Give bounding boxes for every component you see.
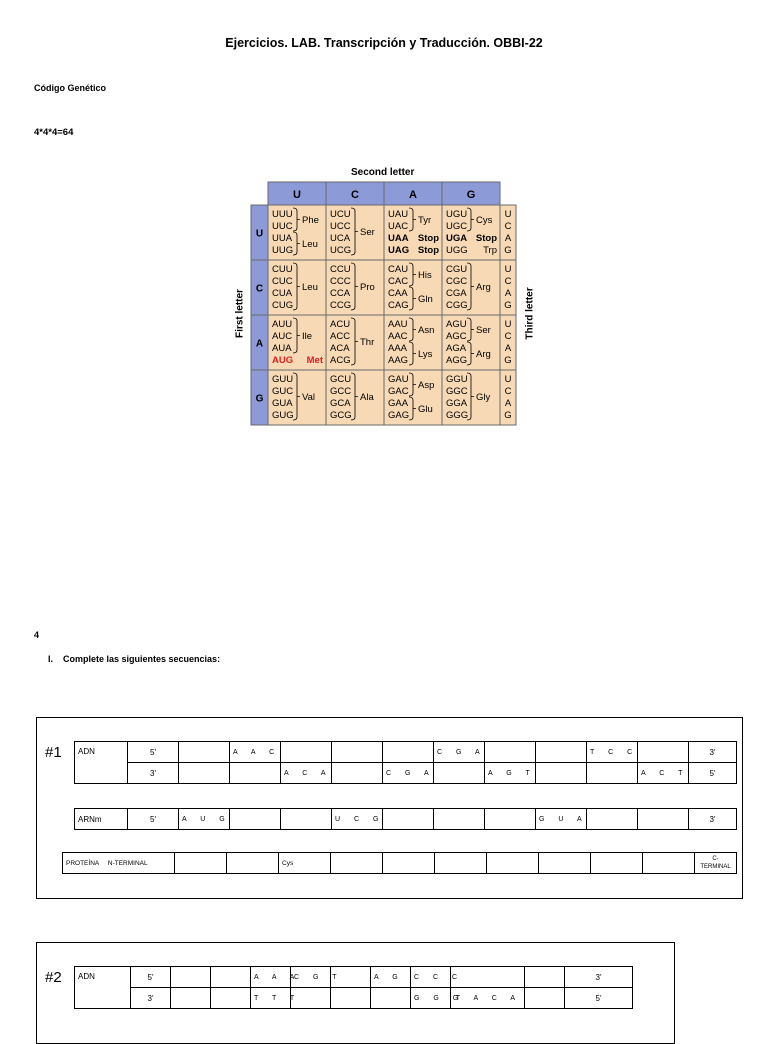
first-letter-text: C (255, 283, 264, 295)
first-letter-text: U (255, 228, 264, 240)
codon-text: CCU (330, 264, 351, 275)
second-letter-header-text: C (351, 189, 359, 201)
amino-acid-label: Leu (302, 239, 318, 250)
codon-text: CUG (272, 300, 294, 311)
codon-text: AUU (272, 319, 293, 330)
codon-text: ACC (330, 331, 351, 342)
codon-text: GCA (330, 398, 351, 409)
codon-text: UUC (272, 221, 293, 232)
amino-acid-label: Glu (418, 404, 433, 415)
codon-text: UAU (388, 209, 409, 220)
codon-text: ACG (330, 355, 351, 366)
codon-text: UGC (446, 221, 468, 232)
ex1-mrna-label: ARNm (75, 809, 128, 830)
codon-text: UCA (330, 233, 351, 244)
exercise-instruction: I. Complete las siguientes secuencias: (48, 654, 221, 664)
amino-acid-label: Stop (417, 245, 439, 256)
codon-text: GGA (446, 398, 468, 409)
seq-input-cell[interactable] (230, 763, 281, 784)
codon-text: AUG (272, 355, 294, 366)
seq-cell: 5' (128, 742, 179, 763)
codon-text: AGU (446, 319, 467, 330)
seq-input-cell[interactable] (485, 742, 536, 763)
codon-text: UGU (446, 209, 468, 220)
codon-text: AGG (446, 355, 468, 366)
seq-input-cell[interactable] (587, 809, 638, 830)
amino-acid-label: Ala (360, 392, 374, 403)
seq-input-cell[interactable]: G U A (536, 809, 587, 830)
first-letter-label: First letter (234, 289, 246, 338)
codon-text: ACU (330, 319, 351, 330)
amino-acid-label: Thr (360, 337, 375, 348)
seq-input-cell[interactable] (332, 742, 383, 763)
first-letter-text: G (255, 393, 264, 405)
third-letter-text: C (504, 276, 512, 287)
codon-text: CCA (330, 288, 351, 299)
seq-input-cell[interactable]: A G (371, 967, 411, 988)
codon-text: GUA (272, 398, 293, 409)
seq-input-cell[interactable]: A A A (251, 967, 291, 988)
seq-input-cell[interactable] (230, 809, 281, 830)
seq-input-cell[interactable] (587, 763, 638, 784)
exercise-1-frame (36, 717, 743, 899)
codon-text: CGG (446, 300, 468, 311)
codon-text: CGA (446, 288, 467, 299)
third-letter-text: A (504, 343, 512, 354)
codon-text: UAG (388, 245, 410, 256)
codon-text: UAC (388, 221, 409, 232)
aa-input-cell[interactable] (539, 853, 591, 874)
seq-input-cell[interactable] (179, 763, 230, 784)
aa-input-cell[interactable]: Cys (279, 853, 331, 874)
amino-acid-label: Asp (418, 380, 435, 391)
genetic-code-table (248, 165, 538, 430)
codon-text: CUA (272, 288, 293, 299)
exercise-1-label: #1 (45, 744, 62, 761)
ex1-protein-label: PROTEÍNA N-TERMINAL (63, 853, 175, 874)
codon-text: CGC (446, 276, 468, 287)
genetic-code-heading: Código Genético (34, 83, 106, 93)
third-letter-text: A (504, 233, 512, 244)
seq-input-cell[interactable] (211, 967, 251, 988)
seq-input-cell[interactable]: T T T (251, 988, 291, 1009)
codon-text: GAU (388, 374, 409, 385)
ex2-dna-top-row (75, 967, 633, 988)
seq-input-cell[interactable]: T A C A (451, 988, 525, 1009)
seq-input-cell[interactable] (179, 742, 230, 763)
amino-acid-label: Gly (476, 392, 491, 403)
ex1-dna-table (74, 741, 737, 784)
third-letter-text: A (504, 288, 512, 299)
seq-input-cell[interactable]: A U G (179, 809, 230, 830)
codon-text: GAA (388, 398, 409, 409)
amino-acid-label: Lys (418, 349, 433, 360)
third-letter-text: U (504, 264, 512, 275)
seq-input-cell[interactable] (638, 742, 689, 763)
seq-input-cell[interactable] (525, 988, 565, 1009)
codon-text: UCU (330, 209, 351, 220)
amino-acid-label: Met (306, 355, 323, 366)
seq-input-cell[interactable] (536, 742, 587, 763)
seq-cell: 3' (128, 763, 179, 784)
seq-cell: 5' (131, 967, 171, 988)
first-letter-text: A (255, 338, 264, 350)
seq-input-cell[interactable] (281, 809, 332, 830)
codon-text: AAA (388, 343, 408, 354)
seq-input-cell[interactable] (371, 988, 411, 1009)
seq-input-cell[interactable] (536, 763, 587, 784)
amino-acid-label: Ile (302, 331, 313, 342)
third-letter-text: G (504, 300, 512, 311)
ex2-dna-label: ADN (75, 967, 131, 1009)
ex1-dna-label: ADN (75, 742, 128, 784)
seq-input-cell[interactable]: T C C (587, 742, 638, 763)
third-letter-text: A (504, 398, 512, 409)
seq-input-cell[interactable]: A C T (638, 763, 689, 784)
codon-text: GUG (272, 410, 294, 421)
codon-count-formula: 4*4*4=64 (34, 127, 74, 138)
section-number: 4 (34, 630, 40, 640)
seq-input-cell[interactable] (434, 763, 485, 784)
aa-input-cell[interactable] (487, 853, 539, 874)
codon-text: CUU (272, 264, 293, 275)
seq-input-cell[interactable] (211, 988, 251, 1009)
ex1-dna-bottom-row (75, 763, 737, 784)
amino-acid-label: His (418, 270, 432, 281)
seq-input-cell[interactable]: G G G (411, 988, 451, 1009)
second-letter-label: Second letter (351, 167, 415, 178)
codon-text: UUU (272, 209, 293, 220)
codon-text: UCC (330, 221, 351, 232)
codon-text: GUU (272, 374, 294, 385)
codon-text: AAG (388, 355, 409, 366)
seq-input-cell[interactable]: C G T (291, 967, 331, 988)
codon-text: GAG (388, 410, 410, 421)
seq-cell: 3' (565, 967, 633, 988)
amino-acid-label: Val (302, 392, 316, 403)
seq-input-cell[interactable] (485, 809, 536, 830)
codon-text: AUC (272, 331, 293, 342)
amino-acid-label: Asn (418, 325, 435, 336)
third-letter-text: U (504, 319, 512, 330)
seq-cell: 5' (565, 988, 633, 1009)
amino-acid-label: Tyr (418, 215, 432, 226)
amino-acid-label: Phe (302, 215, 319, 226)
seq-cell: 5' (128, 809, 179, 830)
amino-acid-label: Cys (476, 215, 493, 226)
seq-input-cell[interactable] (332, 763, 383, 784)
amino-acid-label: Ser (360, 227, 375, 238)
aa-input-cell[interactable] (591, 853, 643, 874)
codon-text: AUA (272, 343, 292, 354)
seq-input-cell[interactable] (171, 967, 211, 988)
seq-input-cell[interactable]: A A C (230, 742, 281, 763)
seq-cell: 5' (689, 763, 737, 784)
seq-input-cell[interactable]: U C G (332, 809, 383, 830)
ex1-protein-row (63, 853, 737, 874)
ex1-protein-table (62, 852, 737, 874)
ex1-mrna-row (75, 809, 737, 830)
amino-acid-label: Pro (360, 282, 375, 293)
amino-acid-label: Leu (302, 282, 318, 293)
codon-text: AGA (446, 343, 467, 354)
seq-cell: 3' (689, 742, 737, 763)
page-title: Ejercicios. LAB. Transcripción y Traducción. OBBI-22 (225, 36, 543, 50)
codon-text: UAA (388, 233, 409, 244)
codon-text: UCG (330, 245, 352, 256)
codon-text: GAC (388, 386, 409, 397)
codon-text: AAC (388, 331, 408, 342)
aa-input-cell[interactable] (383, 853, 435, 874)
codon-text: AAU (388, 319, 408, 330)
codon-text: GUC (272, 386, 294, 397)
seq-input-cell[interactable] (525, 967, 565, 988)
third-letter-text: C (504, 221, 512, 232)
codon-text: CAG (388, 300, 409, 311)
third-letter-text: G (504, 245, 512, 256)
codon-text: CAA (388, 288, 408, 299)
amino-acid-label: Arg (476, 282, 491, 293)
c-terminal-cell: C-TERMINAL (695, 853, 737, 874)
seq-input-cell[interactable] (638, 809, 689, 830)
amino-acid-label: Stop (417, 233, 439, 244)
seq-input-cell[interactable]: C C C (411, 967, 451, 988)
ex1-dna-top-row (75, 742, 737, 763)
second-letter-header-text: A (409, 189, 417, 201)
aa-input-cell[interactable] (175, 853, 227, 874)
aa-input-cell[interactable] (643, 853, 695, 874)
codon-text: CAU (388, 264, 409, 275)
third-letter-text: G (504, 355, 512, 366)
second-letter-header-text: U (293, 189, 301, 201)
amino-acid-label: Arg (476, 349, 491, 360)
codon-text: ACA (330, 343, 350, 354)
aa-input-cell[interactable] (227, 853, 279, 874)
seq-cell: 3' (689, 809, 737, 830)
exercise-2-label: #2 (45, 969, 62, 986)
aa-input-cell[interactable] (435, 853, 487, 874)
exercise-2-frame (36, 942, 675, 1044)
seq-cell: 3' (131, 988, 171, 1009)
seq-input-cell[interactable] (281, 742, 332, 763)
third-letter-text: U (504, 209, 512, 220)
seq-input-cell[interactable] (434, 809, 485, 830)
codon-text: CAC (388, 276, 409, 287)
amino-acid-label: Gln (418, 294, 433, 305)
codon-text: UGG (446, 245, 468, 256)
second-letter-header-text: G (466, 189, 476, 201)
aa-input-cell[interactable] (331, 853, 383, 874)
third-letter-text: C (504, 331, 512, 342)
codon-text: GGU (446, 374, 468, 385)
seq-input-cell[interactable] (171, 988, 211, 1009)
seq-input-cell[interactable] (383, 809, 434, 830)
third-letter-text: G (504, 410, 512, 421)
codon-text: CUC (272, 276, 293, 287)
codon-text: GGC (446, 386, 468, 397)
codon-text: CCG (330, 300, 352, 311)
codon-text: CCC (330, 276, 351, 287)
codon-text: GCU (330, 374, 352, 385)
codon-text: UUA (272, 233, 293, 244)
third-letter-text: U (504, 374, 512, 385)
seq-input-cell[interactable]: C G A (383, 763, 434, 784)
codon-text: GCG (330, 410, 352, 421)
seq-input-cell[interactable]: A C A (281, 763, 332, 784)
seq-input-cell[interactable] (383, 742, 434, 763)
codon-text: CGU (446, 264, 468, 275)
seq-input-cell[interactable]: C G A (434, 742, 485, 763)
codon-text: AGC (446, 331, 467, 342)
codon-text: GGG (446, 410, 469, 421)
codon-text: GCC (330, 386, 352, 397)
seq-input-cell[interactable]: A G T (485, 763, 536, 784)
ex2-dna-bottom-row (75, 988, 633, 1009)
third-letter-text: C (504, 386, 512, 397)
third-letter-label: Third letter (524, 287, 536, 340)
amino-acid-label: Ser (476, 325, 491, 336)
amino-acid-label: Stop (475, 233, 497, 244)
amino-acid-label: Trp (483, 245, 497, 256)
ex1-mrna-table (74, 808, 737, 830)
ex2-dna-table (74, 966, 633, 1009)
codon-text: UUG (272, 245, 294, 256)
seq-input-cell[interactable] (331, 988, 371, 1009)
codon-text: UGA (446, 233, 468, 244)
